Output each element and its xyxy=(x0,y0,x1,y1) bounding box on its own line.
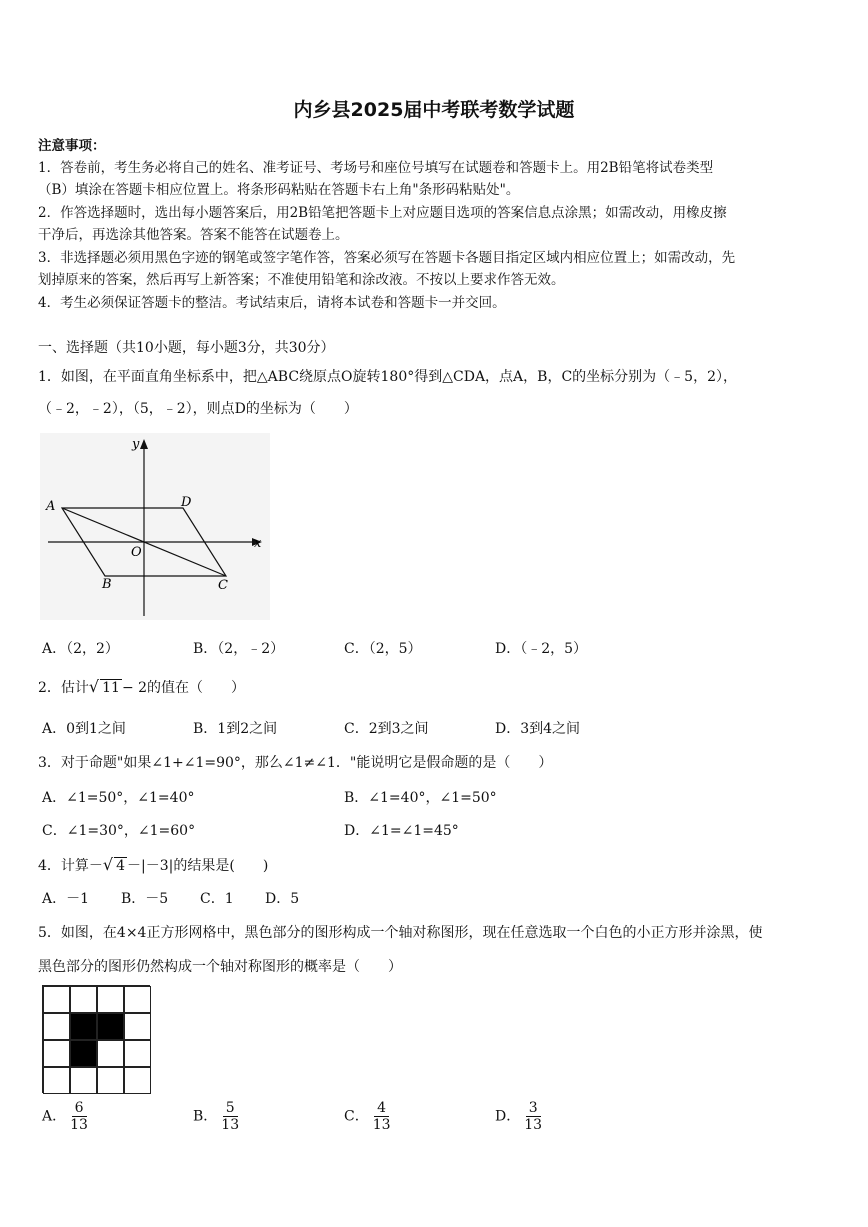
q5-option-a[interactable] xyxy=(42,1100,88,1133)
q4-option-a[interactable]: A．－1 xyxy=(42,891,90,907)
fraction xyxy=(221,1100,239,1133)
grid-cell xyxy=(124,1013,151,1040)
label-c: C xyxy=(218,578,228,593)
q4-radicand: 4 xyxy=(116,858,126,874)
q5-grid-figure xyxy=(42,985,150,1093)
q4-suffix: －|－3|的结果是( ) xyxy=(127,858,269,874)
notice-line: 1．答卷前，考生务必将自己的姓名、准考证号、考场号和座位号填写在试题卷和答题卡上。用2B铅笔将试卷类型 xyxy=(38,160,714,176)
q1-stem-line2: （﹣2，﹣2），（5，﹣2），则点D的坐标为（ ） xyxy=(38,401,358,417)
grid-cell xyxy=(43,1067,70,1094)
q3-option-b[interactable]: B．∠1=40°，∠1=50° xyxy=(344,790,497,806)
q1-option-b[interactable]: B．（2，﹣2） xyxy=(193,641,285,657)
q4-option-c[interactable]: C．1 xyxy=(200,891,234,907)
numerator: 4 xyxy=(374,1100,389,1117)
q2-stem xyxy=(38,677,245,697)
sqrt-icon: √ xyxy=(88,677,100,696)
q3-option-d[interactable]: D．∠1=∠1=45° xyxy=(344,823,459,839)
denominator: 13 xyxy=(221,1117,240,1133)
label-d: D xyxy=(181,495,192,510)
grid-cell xyxy=(97,1067,124,1094)
grid-cell xyxy=(70,1067,97,1094)
label-y: y xyxy=(132,437,140,452)
numerator: 3 xyxy=(526,1100,541,1117)
q2-suffix: 的值在（ ） xyxy=(147,680,246,696)
sqrt-icon: √ xyxy=(102,855,114,874)
q4-option-d[interactable]: D．5 xyxy=(265,891,300,907)
q5-option-c[interactable] xyxy=(344,1100,391,1133)
q5-stem-line2: 黑色部分的图形仍然构成一个轴对称图形的概率是（ ） xyxy=(38,959,402,975)
grid-cell xyxy=(124,986,151,1013)
option-label: D． xyxy=(495,1108,521,1125)
label-b: B xyxy=(102,577,112,592)
grid-cell xyxy=(70,1013,97,1040)
notice-line: （B）填涂在答题卡相应位置上。将条形码粘贴在答题卡右上角"条形码粘贴处"。 xyxy=(38,182,520,198)
notice-heading: 注意事项： xyxy=(38,138,106,154)
notice-line: 4．考生必须保证答题卡的整洁。考试结束后，请将本试卷和答题卡一并交回。 xyxy=(38,295,506,311)
option-label: A． xyxy=(42,1108,67,1125)
fraction xyxy=(70,1100,88,1133)
q1-option-c[interactable]: C．（2，5） xyxy=(344,641,422,657)
q3-option-a[interactable]: A．∠1=50°，∠1=40° xyxy=(42,790,195,806)
option-label: B． xyxy=(193,1108,218,1125)
q2-option-a[interactable]: A．0到1之间 xyxy=(42,721,126,737)
label-a: A xyxy=(46,499,56,514)
q3-option-c[interactable]: C．∠1=30°，∠1=60° xyxy=(42,823,196,839)
grid-cell xyxy=(124,1040,151,1067)
label-x: x xyxy=(254,536,262,551)
grid-cell xyxy=(43,1013,70,1040)
q5-stem-line1: 5．如图，在4×4正方形网格中，黑色部分的图形构成一个轴对称图形，现在任意选取一个白色的小正方形并涂黑，使 xyxy=(38,925,763,941)
denominator: 13 xyxy=(372,1117,391,1133)
fraction xyxy=(373,1100,391,1133)
q2-prefix: 2．估计 xyxy=(38,680,89,696)
q2-radicand: 11 xyxy=(102,680,120,696)
fraction xyxy=(524,1100,542,1133)
grid-cell xyxy=(97,986,124,1013)
notice-line: 干净后，再选涂其他答案。答案不能答在试题卷上。 xyxy=(38,227,349,243)
q2-option-d[interactable]: D．3到4之间 xyxy=(495,721,581,737)
figure-background xyxy=(40,433,270,620)
q1-option-a[interactable]: A．（2，2） xyxy=(42,641,119,657)
q4-prefix: 4．计算－ xyxy=(38,858,103,874)
grid-cell xyxy=(124,1067,151,1094)
grid-cell xyxy=(97,1013,124,1040)
numerator: 6 xyxy=(72,1100,87,1117)
q1-stem-line1: 1．如图，在平面直角坐标系中，把△ABC绕原点O旋转180°得到△CDA，点A，B，C的坐标分别为（﹣5，2）， xyxy=(38,369,737,385)
denominator: 13 xyxy=(524,1117,543,1133)
q2-minus: − 2 xyxy=(121,680,148,696)
notice-line: 3．非选择题必须用黑色字迹的钢笔或签字笔作答，答案必须写在答题卡各题目指定区域内相应位置上；如需改动，先 xyxy=(38,250,736,266)
q2-option-c[interactable]: C．2到3之间 xyxy=(344,721,429,737)
q1-coordinate-figure xyxy=(40,433,270,620)
grid-cell xyxy=(70,1040,97,1067)
q3-stem: 3．对于命题"如果∠1+∠1=90°，那么∠1≠∠1．"能说明它是假命题的是（ ） xyxy=(38,755,553,771)
denominator: 13 xyxy=(70,1117,88,1133)
q5-option-d[interactable] xyxy=(495,1100,542,1133)
q4-stem xyxy=(38,855,268,875)
grid-cell xyxy=(43,986,70,1013)
label-o: O xyxy=(131,545,142,560)
notice-line: 划掉原来的答案，然后再写上新答案；不准使用铅笔和涂改液。不按以上要求作答无效。 xyxy=(38,272,565,288)
page-title: 内乡县2025届中考联考数学试题 xyxy=(293,99,575,121)
q5-option-b[interactable] xyxy=(193,1100,239,1133)
section-heading: 一、选择题（共10小题，每小题3分，共30分） xyxy=(38,340,335,356)
option-label: C． xyxy=(344,1108,369,1125)
q4-option-b[interactable]: B．－5 xyxy=(121,891,169,907)
grid-cell xyxy=(97,1040,124,1067)
grid-cell xyxy=(70,986,97,1013)
notice-line: 2．作答选择题时，选出每小题答案后，用2B铅笔把答题卡上对应题目选项的答案信息点涂黑；如需改动，用橡皮擦 xyxy=(38,205,727,221)
q1-option-d[interactable]: D．（﹣2，5） xyxy=(495,641,588,657)
q2-option-b[interactable]: B．1到2之间 xyxy=(193,721,278,737)
grid-cell xyxy=(43,1040,70,1067)
numerator: 5 xyxy=(223,1100,238,1117)
